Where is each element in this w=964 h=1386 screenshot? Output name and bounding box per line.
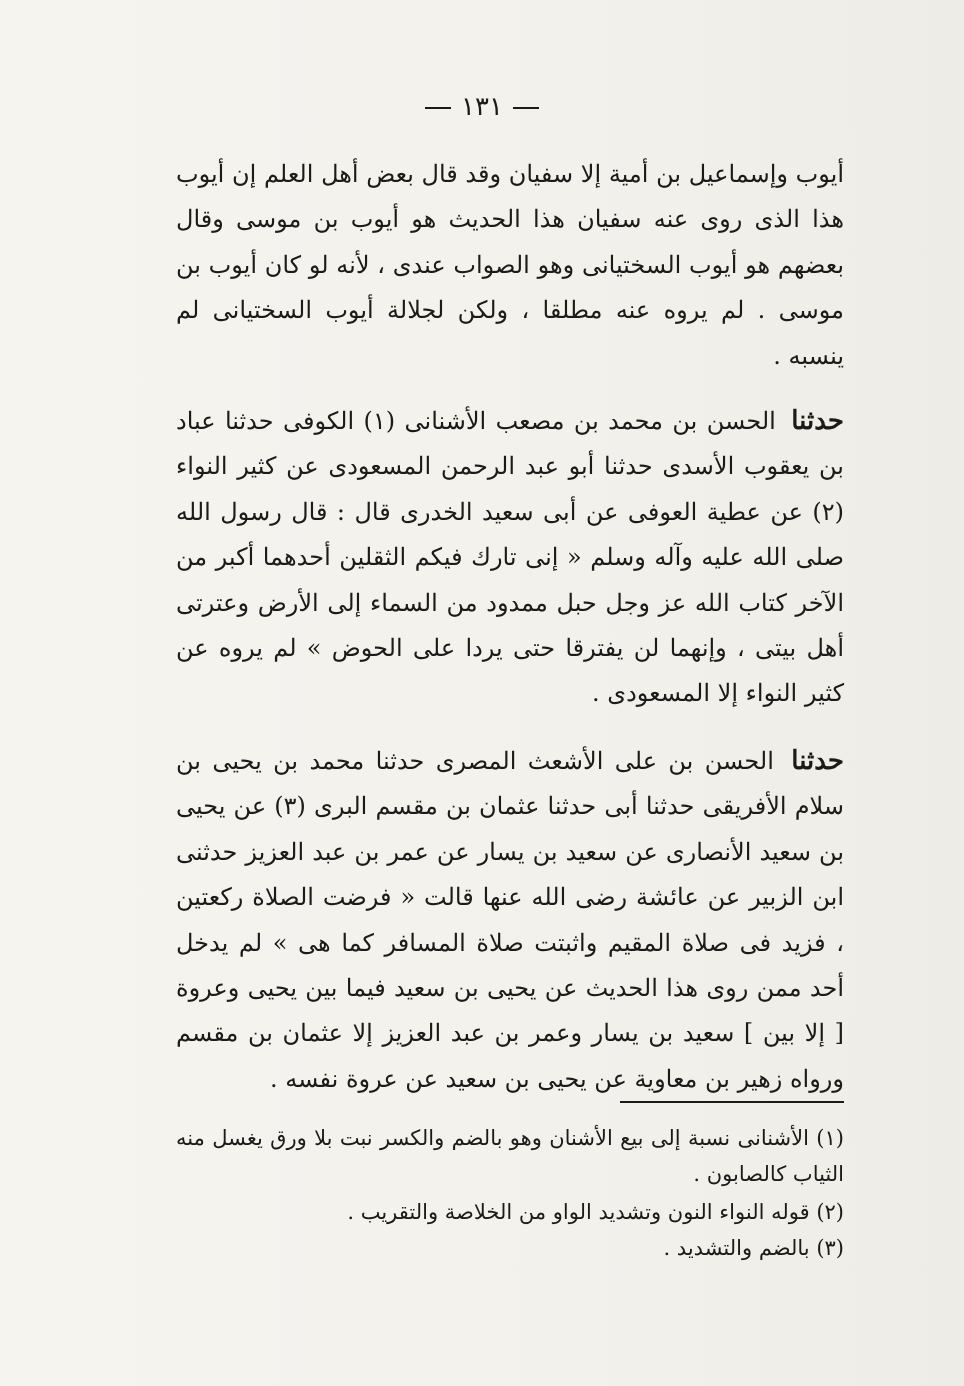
footnote-separator [620, 1101, 844, 1103]
footnote-3: (٣) بالضم والتشديد . [663, 1236, 844, 1260]
page-header [0, 92, 964, 122]
paragraph-2-text: الحسن بن محمد بن مصعب الأشنانى (١) الكوفى حدثنا عباد بن يعقوب الأسدى حدثنا أبو عبد الرحمن المسعودى عن كثير النواء (٢) عن عطية العوفى عن أبى سعيد الخدرى قال : قال رسول الله صلى الله عليه وآله وسلم « إنى تارك فيكم الثقلين أحدهما أكبر من الآخر كتاب الله عز وجل حبل ممدود من السماء إلى الأرض وعترتى أهل بيتى ، وإنهما لن يفترقا حتى يردا على الحوض » لم يروه عن كثير النواء إلا المسعودى . [176, 407, 845, 708]
paragraph-3 [176, 739, 844, 1102]
paragraph-1-text: أيوب وإسماعيل بن أمية إلا سفيان وقد قال بعض أهل العلم إن أيوب هذا الذى روى عنه سفيان هذا الحديث هو أيوب بن موسى وقال بعضهم هو أيوب السختيانى وهو الصواب عندى ، لأنه لو كان أيوب بن موسى . لم يروه عنه مطلقا ، ولكن لجلالة أيوب السختيانى لم ينسبه . [176, 160, 844, 370]
footnotes [176, 1120, 844, 1266]
footnote-1: (١) الأشنانى نسبة إلى بيع الأشنان وهو بالضم والكسر نبت بلا ورق يغسل منه الثياب كالصابون . [176, 1126, 844, 1186]
header-dash-left [425, 107, 451, 109]
footnote-2: (٢) قوله النواء النون وتشديد الواو من الخلاصة والتقريب . [347, 1200, 844, 1224]
paragraph-2 [176, 399, 844, 717]
paragraph-3-text: الحسن بن على الأشعث المصرى حدثنا محمد بن يحيى بن سلام الأفريقى حدثنا أبى حدثنا عثمان بن مقسم البرى (٣) عن يحيى بن سعيد الأنصارى عن سعيد بن يسار عن عمر بن عبد العزيز حدثنى ابن الزبير عن عائشة رضى الله عنها قالت « فرضت الصلاة ركعتين ، فزيد فى صلاة المقيم واثبتت صلاة المسافر كما هى » لم يدخل أحد ممن روى هذا الحديث عن يحيى بن سعيد فيما بين يحيى وعروة [ إلا بين ] سعيد بن يسار وعمر بن عبد العزيز إلا عثمان بن مقسم ورواه زهير بن معاوية عن يحيى بن سعيد عن عروة نفسه . [176, 746, 844, 1093]
header-dash-right [513, 107, 539, 109]
main-text [176, 152, 844, 1102]
page-number: ١٣١ [461, 92, 503, 122]
paragraph-2-lead: حدثنا [791, 406, 844, 437]
paragraph-1 [176, 152, 844, 379]
paragraph-3-lead: حدثنا [791, 745, 845, 776]
